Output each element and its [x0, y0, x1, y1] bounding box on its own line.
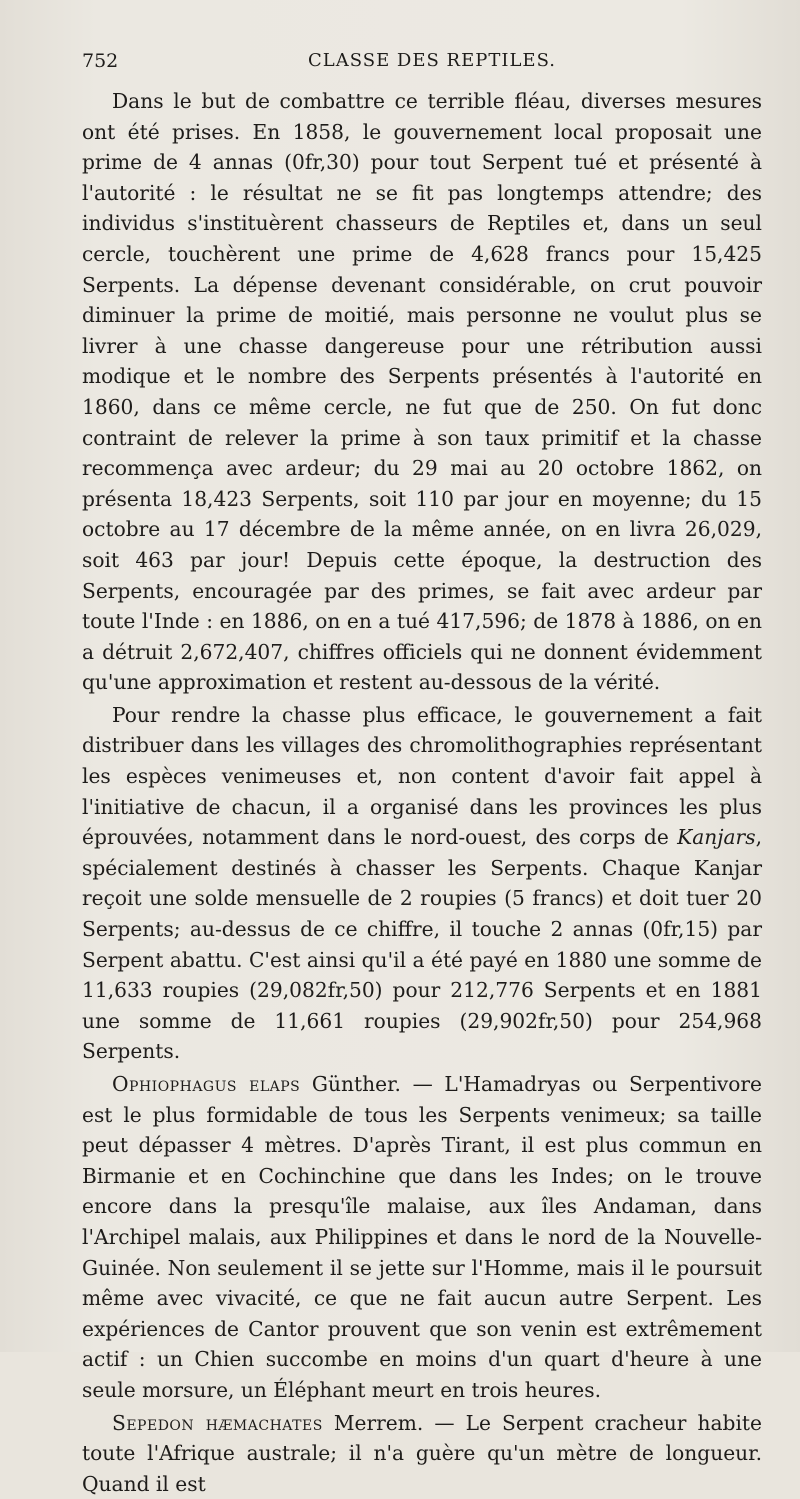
paragraph-kanjars — [82, 700, 762, 1067]
paragraph-ophiophagus — [82, 1069, 762, 1406]
sepedon-description: Merrem. — Le Serpent cracheur habite toute l'Afrique australe; il n'a guère qu'un mètre de longueur. Quand il est — [82, 1410, 762, 1496]
kanjars-term: Kanjars — [677, 825, 756, 850]
species-name-sepedon: Sepedon hæmachates — [112, 1410, 323, 1435]
running-title: CLASSE DES REPTILES. — [308, 50, 556, 71]
body-text — [82, 86, 762, 1499]
kanjars-text-after: , spécialement destinés à chasser les Serpents. Chaque Kanjar reçoit une solde mensuelle de 2 roupies (5 francs) et doit tuer 20 Serpents; au-dessus de ce chiffre, il touche 2 annas (0fr,15) par Serpent abattu. C'est ainsi qu'il a été payé en 1880 une somme de 11,633 roupies (29,082fr,50) pour 212,776 Serpents et en 1881 une somme de 11,661 roupies (29,902fr,50) pour 254,968 Serpents. — [82, 825, 762, 1064]
kanjars-text-before: Pour rendre la chasse plus efficace, le gouvernement a fait distribuer dans les villages des chromolithographies représentant les espèces venimeuses et, non content d'avoir fait appel à l'initiative de chacun, il a organisé dans les provinces les plus éprouvées, notamment dans le nord-ouest, des corps de — [82, 702, 762, 850]
ophiophagus-description: Günther. — L'Hamadryas ou Serpentivore est le plus formidable de tous les Serpents venimeux; sa taille peut dépasser 4 mètres. D'après Tirant, il est plus commun en Birmanie et en Cochinchine que dans les Indes; on le trouve encore dans la presqu'île malaise, aux îles Andaman, dans l'Archipel malais, aux Philippines et dans le nord de la Nouvelle-Guinée. Non seulement il se jette sur l'Homme, mais il le poursuit même avec vivacité, ce que ne fait aucun autre Serpent. Les expériences de Cantor prouvent que son venin est extrêmement actif : un Chien succombe en moins d'un quart d'heure à une seule morsure, un Éléphant meurt en trois heures. — [82, 1072, 762, 1402]
page-header — [82, 50, 760, 80]
species-name-ophiophagus: Ophiophagus elaps — [112, 1072, 301, 1096]
paragraph-sepedon — [82, 1408, 762, 1499]
page-number: 752 — [82, 50, 119, 72]
paragraph-bounty-history: Dans le but de combattre ce terrible fléau, diverses mesures ont été prises. En 1858, le gouvernement local proposait une prime de 4 annas (0fr,30) pour tout Serpent tué et présenté à l'autorité : le résultat ne se fit pas longtemps attendre; des individus s'instituèrent chasseurs de Reptiles et, dans un seul cercle, touchèrent une prime de 4,628 francs pour 15,425 Serpents. La dépense devenant considérable, on crut pouvoir diminuer la prime de moitié, mais personne ne voulut plus se livrer à une chasse dangereuse pour une rétribution aussi modique et le nombre des Serpents présentés à l'autorité en 1860, dans ce même cercle, ne fut que de 250. On fut donc contraint de relever la prime à son taux primitif et la chasse recommença avec ardeur; du 29 mai au 20 octobre 1862, on présenta 18,423 Serpents, soit 110 par jour en moyenne; du 15 octobre au 17 décembre de la même année, on en livra 26,029, soit 463 par jour! Depuis cette époque, la destruction des Serpents, encouragée par des primes, se fait avec ardeur par toute l'Inde : en 1886, on en a tué 417,596; de 1878 à 1886, on en a détruit 2,672,407, chiffres officiels qui ne donnent évidemment qu'une approximation et restent au-dessous de la vérité. — [82, 89, 762, 695]
